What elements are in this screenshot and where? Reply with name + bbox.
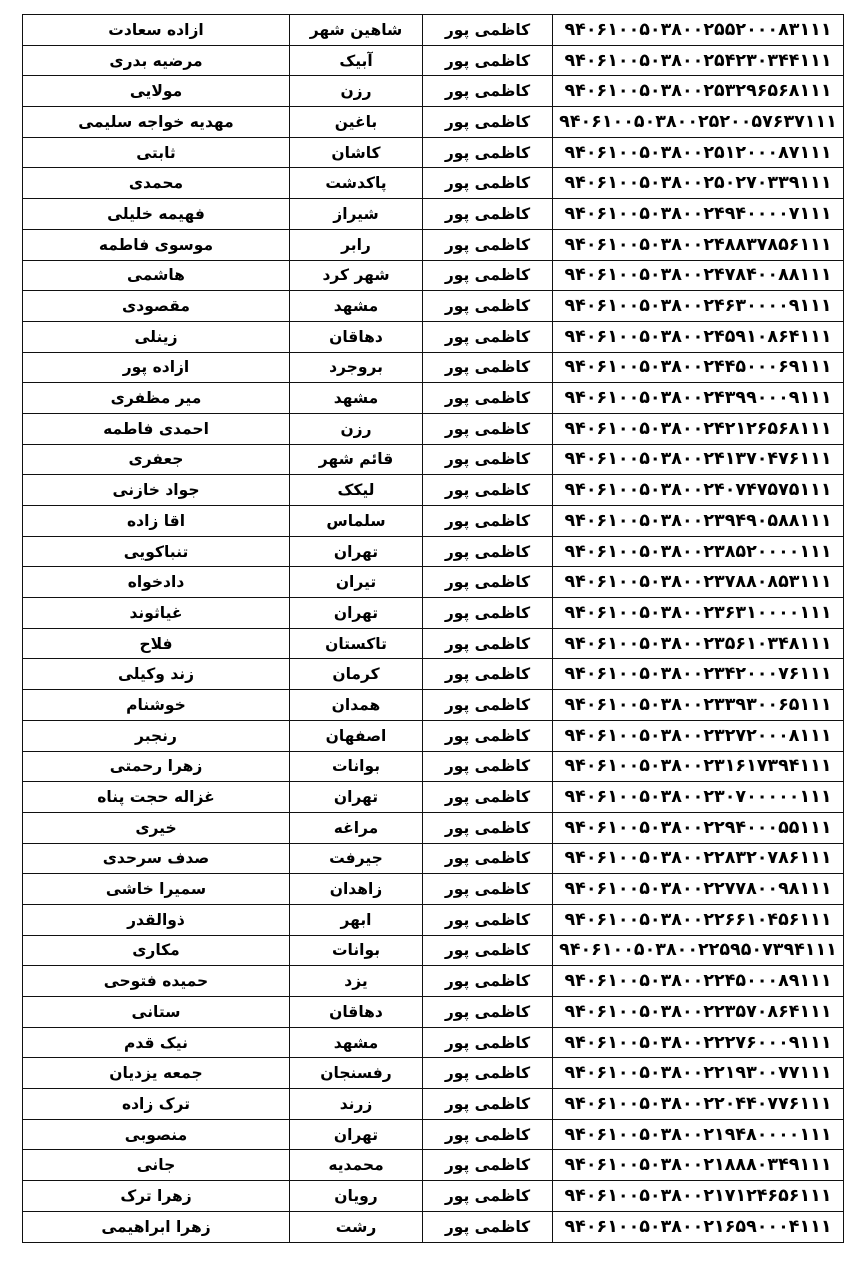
tracking-code-cell: ۹۴۰۶۱۰۰۵۰۳۸۰۰۲۲۹۴۰۰۰۵۵۱۱۱ xyxy=(553,812,844,843)
operator-cell: کاظمی پور xyxy=(423,782,553,813)
table-row xyxy=(23,76,844,107)
city-cell: زاهدان xyxy=(290,874,423,905)
city-cell: همدان xyxy=(290,690,423,721)
table-row xyxy=(23,383,844,414)
operator-cell: کاظمی پور xyxy=(423,874,553,905)
customer-name-cell: نیک قدم xyxy=(23,1027,290,1058)
customer-name-cell: اقا زاده xyxy=(23,506,290,537)
customer-name-cell: ستانی xyxy=(23,997,290,1028)
city-cell: شیراز xyxy=(290,199,423,230)
operator-cell: کاظمی پور xyxy=(423,1181,553,1212)
tracking-code-cell: ۹۴۰۶۱۰۰۵۰۳۸۰۰۲۲۷۷۸۰۰۹۸۱۱۱ xyxy=(553,874,844,905)
customer-name-cell: خوشنام xyxy=(23,690,290,721)
operator-cell: کاظمی پور xyxy=(423,1119,553,1150)
tracking-code-cell: ۹۴۰۶۱۰۰۵۰۳۸۰۰۲۲۴۵۰۰۰۸۹۱۱۱ xyxy=(553,966,844,997)
tracking-code-cell: ۹۴۰۶۱۰۰۵۰۳۸۰۰۲۴۹۴۰۰۰۰۷۱۱۱ xyxy=(553,199,844,230)
tracking-code-cell: ۹۴۰۶۱۰۰۵۰۳۸۰۰۲۴۶۳۰۰۰۰۹۱۱۱ xyxy=(553,291,844,322)
customer-name-cell: مولایی xyxy=(23,76,290,107)
tracking-code-cell: ۹۴۰۶۱۰۰۵۰۳۸۰۰۲۴۴۵۰۰۰۶۹۱۱۱ xyxy=(553,352,844,383)
operator-cell: کاظمی پور xyxy=(423,413,553,444)
operator-cell: کاظمی پور xyxy=(423,76,553,107)
customer-name-cell: رنجبر xyxy=(23,720,290,751)
city-cell: کاشان xyxy=(290,137,423,168)
tracking-code-cell: ۹۴۰۶۱۰۰۵۰۳۸۰۰۲۳۹۴۹۰۵۸۸۱۱۱ xyxy=(553,506,844,537)
customer-name-cell: فهیمه خلیلی xyxy=(23,199,290,230)
table-row xyxy=(23,321,844,352)
customer-name-cell: زهرا ابراهیمی xyxy=(23,1211,290,1242)
table-row xyxy=(23,1027,844,1058)
table-row xyxy=(23,1119,844,1150)
operator-cell: کاظمی پور xyxy=(423,260,553,291)
city-cell: تهران xyxy=(290,1119,423,1150)
operator-cell: کاظمی پور xyxy=(423,966,553,997)
city-cell: مراغه xyxy=(290,812,423,843)
records-table-body xyxy=(23,15,844,1243)
customer-name-cell: زینلی xyxy=(23,321,290,352)
operator-cell: کاظمی پور xyxy=(423,1150,553,1181)
city-cell: مشهد xyxy=(290,1027,423,1058)
table-row xyxy=(23,1211,844,1242)
customer-name-cell: احمدی فاطمه xyxy=(23,413,290,444)
operator-cell: کاظمی پور xyxy=(423,321,553,352)
operator-cell: کاظمی پور xyxy=(423,690,553,721)
tracking-code-cell: ۹۴۰۶۱۰۰۵۰۳۸۰۰۲۵۴۲۳۰۳۴۴۱۱۱ xyxy=(553,45,844,76)
table-row xyxy=(23,659,844,690)
customer-name-cell: حمیده فتوحی xyxy=(23,966,290,997)
tracking-code-cell: ۹۴۰۶۱۰۰۵۰۳۸۰۰۲۵۱۲۰۰۰۸۷۱۱۱ xyxy=(553,137,844,168)
operator-cell: کاظمی پور xyxy=(423,291,553,322)
operator-cell: کاظمی پور xyxy=(423,751,553,782)
tracking-code-cell: ۹۴۰۶۱۰۰۵۰۳۸۰۰۲۴۷۸۴۰۰۸۸۱۱۱ xyxy=(553,260,844,291)
customer-name-cell: مکاری xyxy=(23,935,290,966)
operator-cell: کاظمی پور xyxy=(423,444,553,475)
city-cell: رابر xyxy=(290,229,423,260)
city-cell: بروجرد xyxy=(290,352,423,383)
operator-cell: کاظمی پور xyxy=(423,1211,553,1242)
table-row xyxy=(23,168,844,199)
tracking-code-cell: ۹۴۰۶۱۰۰۵۰۳۸۰۰۲۱۹۴۸۰۰۰۰۱۱۱ xyxy=(553,1119,844,1150)
tracking-code-cell: ۹۴۰۶۱۰۰۵۰۳۸۰۰۲۳۵۶۱۰۳۴۸۱۱۱ xyxy=(553,628,844,659)
city-cell: لیکک xyxy=(290,475,423,506)
tracking-code-cell: ۹۴۰۶۱۰۰۵۰۳۸۰۰۲۲۲۷۶۰۰۰۹۱۱۱ xyxy=(553,1027,844,1058)
operator-cell: کاظمی پور xyxy=(423,904,553,935)
customer-name-cell: ثابتی xyxy=(23,137,290,168)
operator-cell: کاظمی پور xyxy=(423,536,553,567)
customer-name-cell: تنباکویی xyxy=(23,536,290,567)
table-row xyxy=(23,812,844,843)
operator-cell: کاظمی پور xyxy=(423,199,553,230)
table-row xyxy=(23,475,844,506)
city-cell: دهاقان xyxy=(290,321,423,352)
table-row xyxy=(23,444,844,475)
customer-name-cell: سمیرا خاشی xyxy=(23,874,290,905)
customer-name-cell: ازاده سعادت xyxy=(23,15,290,46)
table-row xyxy=(23,598,844,629)
table-row xyxy=(23,874,844,905)
operator-cell: کاظمی پور xyxy=(423,383,553,414)
tracking-code-cell: ۹۴۰۶۱۰۰۵۰۳۸۰۰۲۴۰۷۴۷۵۷۵۱۱۱ xyxy=(553,475,844,506)
customer-name-cell: زند وکیلی xyxy=(23,659,290,690)
table-row xyxy=(23,1058,844,1089)
customer-name-cell: محمدی xyxy=(23,168,290,199)
operator-cell: کاظمی پور xyxy=(423,1027,553,1058)
tracking-code-cell: ۹۴۰۶۱۰۰۵۰۳۸۰۰۲۴۱۳۷۰۴۷۶۱۱۱ xyxy=(553,444,844,475)
city-cell: رفسنجان xyxy=(290,1058,423,1089)
operator-cell: کاظمی پور xyxy=(423,168,553,199)
customer-name-cell: جعفری xyxy=(23,444,290,475)
operator-cell: کاظمی پور xyxy=(423,506,553,537)
city-cell: بوانات xyxy=(290,751,423,782)
tracking-code-cell: ۹۴۰۶۱۰۰۵۰۳۸۰۰۲۲۶۶۱۰۴۵۶۱۱۱ xyxy=(553,904,844,935)
tracking-code-cell: ۹۴۰۶۱۰۰۵۰۳۸۰۰۲۱۷۱۲۴۶۵۶۱۱۱ xyxy=(553,1181,844,1212)
operator-cell: کاظمی پور xyxy=(423,628,553,659)
customer-name-cell: میر مظفری xyxy=(23,383,290,414)
operator-cell: کاظمی پور xyxy=(423,843,553,874)
tracking-code-cell: ۹۴۰۶۱۰۰۵۰۳۸۰۰۲۵۰۲۷۰۳۳۹۱۱۱ xyxy=(553,168,844,199)
city-cell: تهران xyxy=(290,782,423,813)
tracking-code-cell: ۹۴۰۶۱۰۰۵۰۳۸۰۰۲۴۳۹۹۰۰۰۹۱۱۱ xyxy=(553,383,844,414)
table-row xyxy=(23,137,844,168)
operator-cell: کاظمی پور xyxy=(423,352,553,383)
customer-name-cell: غزاله حجت پناه xyxy=(23,782,290,813)
customer-name-cell: غیاثوند xyxy=(23,598,290,629)
tracking-code-cell: ۹۴۰۶۱۰۰۵۰۳۸۰۰۲۲۵۹۵۰۷۳۹۴۱۱۱ xyxy=(553,935,844,966)
customer-name-cell: ترک زاده xyxy=(23,1089,290,1120)
table-row xyxy=(23,720,844,751)
tracking-code-cell: ۹۴۰۶۱۰۰۵۰۳۸۰۰۲۵۲۰۰۵۷۶۳۷۱۱۱ xyxy=(553,107,844,138)
operator-cell: کاظمی پور xyxy=(423,812,553,843)
operator-cell: کاظمی پور xyxy=(423,107,553,138)
tracking-code-cell: ۹۴۰۶۱۰۰۵۰۳۸۰۰۲۳۷۸۸۰۸۵۳۱۱۱ xyxy=(553,567,844,598)
city-cell: زرند xyxy=(290,1089,423,1120)
customer-name-cell: موسوی فاطمه xyxy=(23,229,290,260)
table-row xyxy=(23,1150,844,1181)
tracking-code-cell: ۹۴۰۶۱۰۰۵۰۳۸۰۰۲۳۴۲۰۰۰۷۶۱۱۱ xyxy=(553,659,844,690)
table-row xyxy=(23,567,844,598)
operator-cell: کاظمی پور xyxy=(423,1058,553,1089)
city-cell: تیران xyxy=(290,567,423,598)
city-cell: جیرفت xyxy=(290,843,423,874)
tracking-code-cell: ۹۴۰۶۱۰۰۵۰۳۸۰۰۲۳۲۷۲۰۰۰۸۱۱۱ xyxy=(553,720,844,751)
city-cell: قائم شهر xyxy=(290,444,423,475)
city-cell: شاهین شهر xyxy=(290,15,423,46)
tracking-code-cell: ۹۴۰۶۱۰۰۵۰۳۸۰۰۲۱۶۵۹۰۰۰۴۱۱۱ xyxy=(553,1211,844,1242)
customer-name-cell: مقصودی xyxy=(23,291,290,322)
operator-cell: کاظمی پور xyxy=(423,137,553,168)
tracking-code-cell: ۹۴۰۶۱۰۰۵۰۳۸۰۰۲۳۱۶۱۷۳۹۴۱۱۱ xyxy=(553,751,844,782)
city-cell: رزن xyxy=(290,76,423,107)
tracking-code-cell: ۹۴۰۶۱۰۰۵۰۳۸۰۰۲۲۸۳۲۰۷۸۶۱۱۱ xyxy=(553,843,844,874)
operator-cell: کاظمی پور xyxy=(423,475,553,506)
records-table xyxy=(22,14,844,1243)
table-row xyxy=(23,352,844,383)
table-row xyxy=(23,628,844,659)
operator-cell: کاظمی پور xyxy=(423,567,553,598)
city-cell: مشهد xyxy=(290,383,423,414)
customer-name-cell: منصوبی xyxy=(23,1119,290,1150)
city-cell: پاکدشت xyxy=(290,168,423,199)
city-cell: مشهد xyxy=(290,291,423,322)
tracking-code-cell: ۹۴۰۶۱۰۰۵۰۳۸۰۰۲۲۱۹۳۰۰۷۷۱۱۱ xyxy=(553,1058,844,1089)
city-cell: تاکستان xyxy=(290,628,423,659)
tracking-code-cell: ۹۴۰۶۱۰۰۵۰۳۸۰۰۲۱۸۸۸۰۳۴۹۱۱۱ xyxy=(553,1150,844,1181)
table-row xyxy=(23,966,844,997)
table-row xyxy=(23,291,844,322)
customer-name-cell: صدف سرحدی xyxy=(23,843,290,874)
operator-cell: کاظمی پور xyxy=(423,229,553,260)
table-row xyxy=(23,536,844,567)
operator-cell: کاظمی پور xyxy=(423,935,553,966)
customer-name-cell: زهرا ترک xyxy=(23,1181,290,1212)
city-cell: آبیک xyxy=(290,45,423,76)
city-cell: ابهر xyxy=(290,904,423,935)
operator-cell: کاظمی پور xyxy=(423,720,553,751)
customer-name-cell: جواد خازنی xyxy=(23,475,290,506)
city-cell: شهر کرد xyxy=(290,260,423,291)
tracking-code-cell: ۹۴۰۶۱۰۰۵۰۳۸۰۰۲۳۸۵۲۰۰۰۰۱۱۱ xyxy=(553,536,844,567)
table-row xyxy=(23,45,844,76)
table-row xyxy=(23,1089,844,1120)
city-cell: یزد xyxy=(290,966,423,997)
table-row xyxy=(23,690,844,721)
tracking-code-cell: ۹۴۰۶۱۰۰۵۰۳۸۰۰۲۳۰۷۰۰۰۰۰۱۱۱ xyxy=(553,782,844,813)
customer-name-cell: ازاده پور xyxy=(23,352,290,383)
tracking-code-cell: ۹۴۰۶۱۰۰۵۰۳۸۰۰۲۳۶۳۱۰۰۰۰۱۱۱ xyxy=(553,598,844,629)
city-cell: کرمان xyxy=(290,659,423,690)
city-cell: تهران xyxy=(290,536,423,567)
city-cell: رزن xyxy=(290,413,423,444)
table-row xyxy=(23,904,844,935)
customer-name-cell: ذوالقدر xyxy=(23,904,290,935)
city-cell: اصفهان xyxy=(290,720,423,751)
table-row xyxy=(23,782,844,813)
customer-name-cell: جانی xyxy=(23,1150,290,1181)
city-cell: بوانات xyxy=(290,935,423,966)
tracking-code-cell: ۹۴۰۶۱۰۰۵۰۳۸۰۰۲۲۰۴۴۰۷۷۶۱۱۱ xyxy=(553,1089,844,1120)
customer-name-cell: هاشمی xyxy=(23,260,290,291)
tracking-code-cell: ۹۴۰۶۱۰۰۵۰۳۸۰۰۲۴۵۹۱۰۸۶۴۱۱۱ xyxy=(553,321,844,352)
table-row xyxy=(23,997,844,1028)
operator-cell: کاظمی پور xyxy=(423,1089,553,1120)
customer-name-cell: مرضیه بدری xyxy=(23,45,290,76)
operator-cell: کاظمی پور xyxy=(423,45,553,76)
table-row xyxy=(23,935,844,966)
table-row xyxy=(23,843,844,874)
operator-cell: کاظمی پور xyxy=(423,598,553,629)
city-cell: سلماس xyxy=(290,506,423,537)
customer-name-cell: مهدیه خواجه سلیمی xyxy=(23,107,290,138)
customer-name-cell: دادخواه xyxy=(23,567,290,598)
table-row xyxy=(23,229,844,260)
customer-name-cell: زهرا رحمتی xyxy=(23,751,290,782)
table-row xyxy=(23,413,844,444)
city-cell: رشت xyxy=(290,1211,423,1242)
city-cell: تهران xyxy=(290,598,423,629)
table-row xyxy=(23,1181,844,1212)
city-cell: باغین xyxy=(290,107,423,138)
tracking-code-cell: ۹۴۰۶۱۰۰۵۰۳۸۰۰۲۳۳۹۳۰۰۶۵۱۱۱ xyxy=(553,690,844,721)
city-cell: رویان xyxy=(290,1181,423,1212)
table-row xyxy=(23,506,844,537)
operator-cell: کاظمی پور xyxy=(423,15,553,46)
operator-cell: کاظمی پور xyxy=(423,659,553,690)
operator-cell: کاظمی پور xyxy=(423,997,553,1028)
table-row xyxy=(23,260,844,291)
customer-name-cell: جمعه یزدیان xyxy=(23,1058,290,1089)
customer-name-cell: فلاح xyxy=(23,628,290,659)
city-cell: محمدیه xyxy=(290,1150,423,1181)
tracking-code-cell: ۹۴۰۶۱۰۰۵۰۳۸۰۰۲۵۵۲۰۰۰۸۳۱۱۱ xyxy=(553,15,844,46)
table-row xyxy=(23,107,844,138)
tracking-code-cell: ۹۴۰۶۱۰۰۵۰۳۸۰۰۲۴۸۸۳۷۸۵۶۱۱۱ xyxy=(553,229,844,260)
table-row xyxy=(23,751,844,782)
tracking-code-cell: ۹۴۰۶۱۰۰۵۰۳۸۰۰۲۴۲۱۲۶۵۶۸۱۱۱ xyxy=(553,413,844,444)
city-cell: دهاقان xyxy=(290,997,423,1028)
tracking-code-cell: ۹۴۰۶۱۰۰۵۰۳۸۰۰۲۵۳۲۹۶۵۶۸۱۱۱ xyxy=(553,76,844,107)
tracking-code-cell: ۹۴۰۶۱۰۰۵۰۳۸۰۰۲۲۳۵۷۰۸۶۴۱۱۱ xyxy=(553,997,844,1028)
customer-name-cell: خیری xyxy=(23,812,290,843)
table-row xyxy=(23,199,844,230)
table-row xyxy=(23,15,844,46)
